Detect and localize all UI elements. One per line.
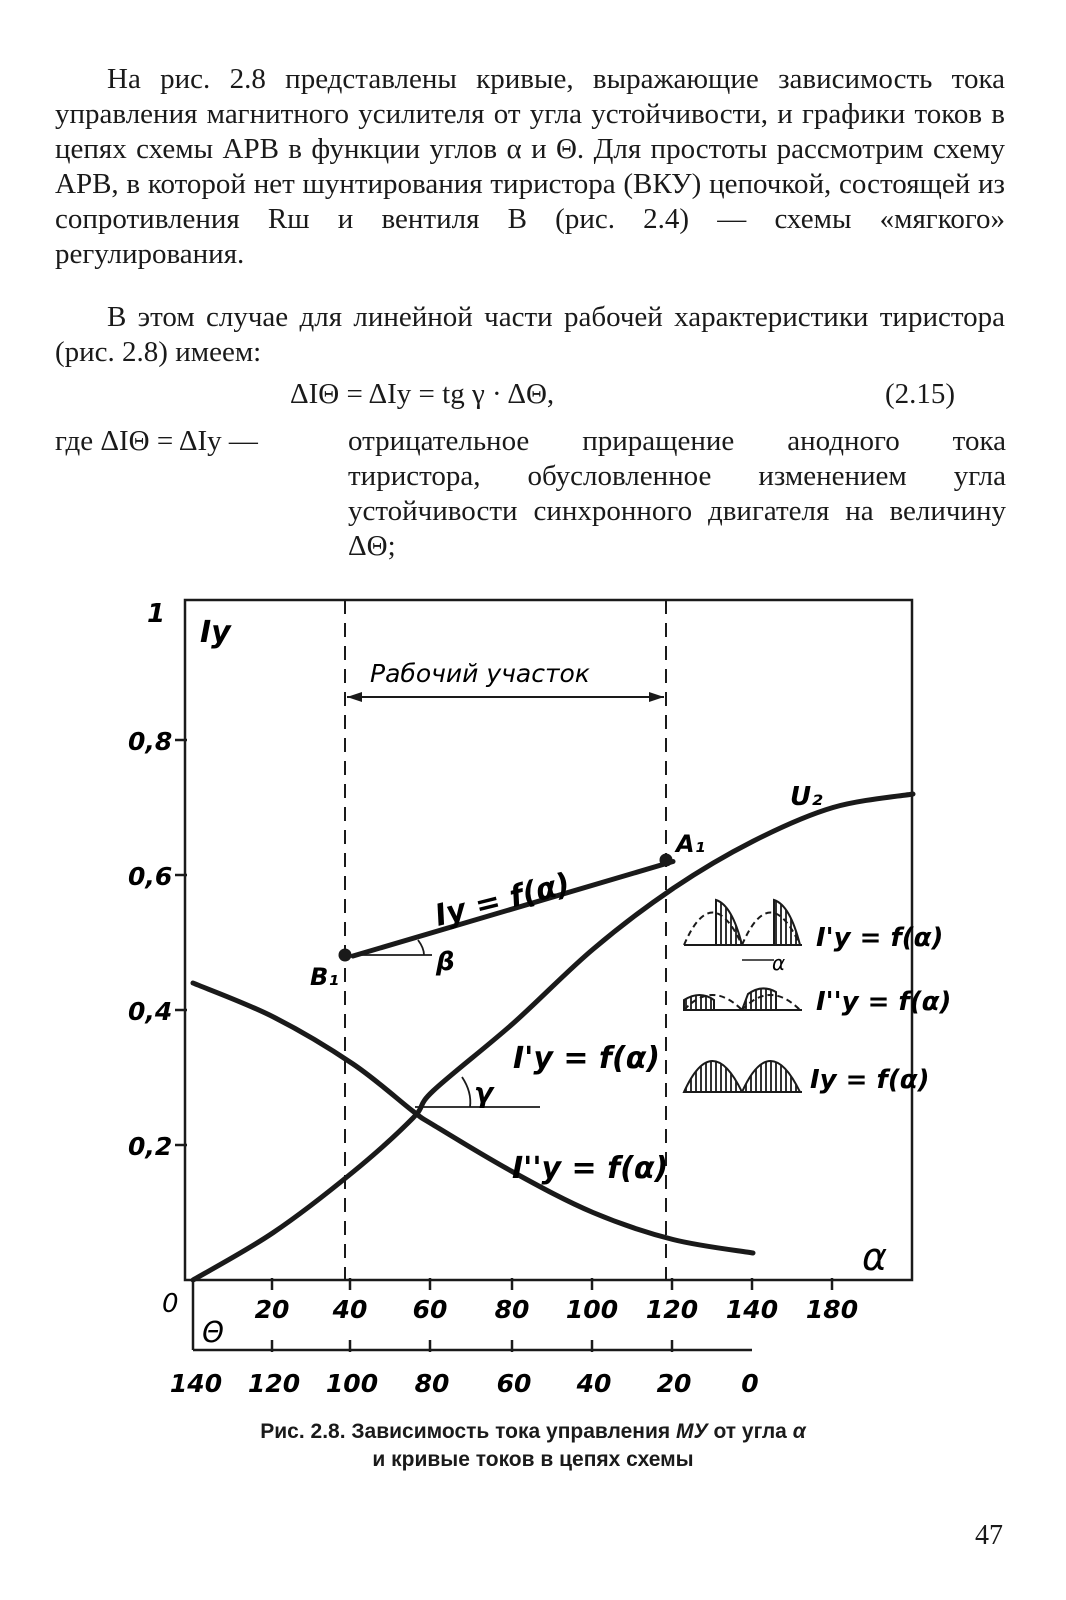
alpha-tick-label: 180: [805, 1295, 859, 1324]
where-lead: где ΔIΘ = ΔIу —: [55, 425, 258, 457]
top-tick-label: 1: [147, 599, 166, 629]
curve-label-iy1: I'у = f(α): [513, 1041, 661, 1076]
curve-label-iy: Iу = f(α): [431, 866, 574, 934]
theta-tick-label: 80: [414, 1369, 450, 1398]
alpha-tick-labels: [255, 1295, 858, 1324]
alpha-tick-label: 40: [332, 1295, 368, 1324]
alpha-tick-label: 80: [494, 1295, 530, 1324]
point-label-a1: A₁: [676, 830, 706, 858]
alpha-tick-label: 60: [412, 1295, 448, 1324]
angle-label-gamma: γ: [474, 1076, 494, 1109]
y-tick-labels: [128, 727, 172, 1161]
theta-tick-label: 0: [741, 1369, 759, 1398]
alpha-tick-label: 20: [254, 1295, 290, 1324]
paragraph-1: На рис. 2.8 представлены кривые, выражающие зависимость тока управления магнитного усилителя от угла устойчивости, и графики токов в цепях схемы АРВ в функции углов α и Θ. Для простоты рассмотрим схему АРВ, в которой нет шунтирования тиристора (ВКУ) цепочкой, состоящей из сопротивления Rш и вентиля B (рис. 2.4) — схемы «мягкого» регулирования.: [55, 63, 1005, 270]
curve-iy2: [193, 983, 753, 1253]
y-tick-label: 0,6: [128, 862, 173, 891]
alpha-axis-label: α: [862, 1235, 888, 1279]
figure-2-8: [0, 580, 1066, 1410]
paragraph-2: В этом случае для линейной части рабочей характеристики тиристора (рис. 2.8) имеем:: [55, 301, 1005, 368]
y-tick-label: 0,2: [128, 1132, 173, 1161]
waveform-legend: [684, 900, 951, 1095]
legend-alpha-mark: α: [772, 951, 786, 975]
curve-iy1: [193, 794, 913, 1280]
alpha-tick-label: 140: [725, 1295, 779, 1324]
theta-tick-label: 120: [247, 1369, 301, 1398]
y-tick-label: 0,4: [128, 997, 173, 1026]
work-zone-arrowhead-right: [649, 692, 664, 702]
legend-label-iy2: I''у = f(α): [816, 987, 952, 1017]
point-a1: [660, 854, 673, 867]
where-description: отрицательное приращение анодного тока тиристора, обусловленное изменением угла устойчивости синхронного двигателя на величину ΔΘ;: [348, 425, 1006, 562]
angle-label-beta: β: [436, 947, 455, 977]
point-label-b1: B₁: [310, 963, 339, 991]
theta-tick-label: 140: [169, 1369, 223, 1398]
page-number: 47: [975, 1520, 1003, 1551]
point-b1: [339, 949, 352, 962]
y-tick-label: 0,8: [128, 727, 173, 756]
zero-label: 0: [162, 1289, 179, 1319]
legend-label-iy1: I'у = f(α): [816, 923, 944, 953]
theta-tick-label: 40: [576, 1369, 612, 1398]
beta-arc: [418, 940, 424, 955]
equation: ΔIΘ = ΔIу = tg γ · ΔΘ,: [290, 378, 555, 410]
waveform-icon-iy: [684, 1061, 802, 1092]
work-zone-arrowhead-left: [347, 692, 362, 702]
legend-label-iy: Iу = f(α): [810, 1065, 930, 1095]
theta-tick-label: 20: [656, 1369, 692, 1398]
theta-axis-label: Θ: [202, 1316, 225, 1349]
theta-tick-labels: [170, 1369, 759, 1398]
curve-label-u2: U₂: [790, 782, 823, 812]
equation-number: (2.15): [885, 378, 956, 410]
theta-tick-label: 100: [325, 1369, 379, 1398]
y-axis-label: Iу: [200, 615, 231, 650]
alpha-tick-label: 120: [645, 1295, 699, 1324]
waveform-icon-iy1: [684, 900, 802, 975]
waveform-icon-iy2: [684, 988, 802, 1010]
theta-tick-label: 60: [496, 1369, 532, 1398]
work-zone-label: Рабочий участок: [370, 659, 590, 688]
gamma-arc: [462, 1077, 470, 1107]
curve-label-iy2: I''у = f(α): [512, 1151, 669, 1186]
alpha-tick-label: 100: [565, 1295, 619, 1324]
figure-caption: Рис. 2.8. Зависимость тока управления МУ от угла α и кривые токов в цепях схемы: [260, 1420, 806, 1471]
